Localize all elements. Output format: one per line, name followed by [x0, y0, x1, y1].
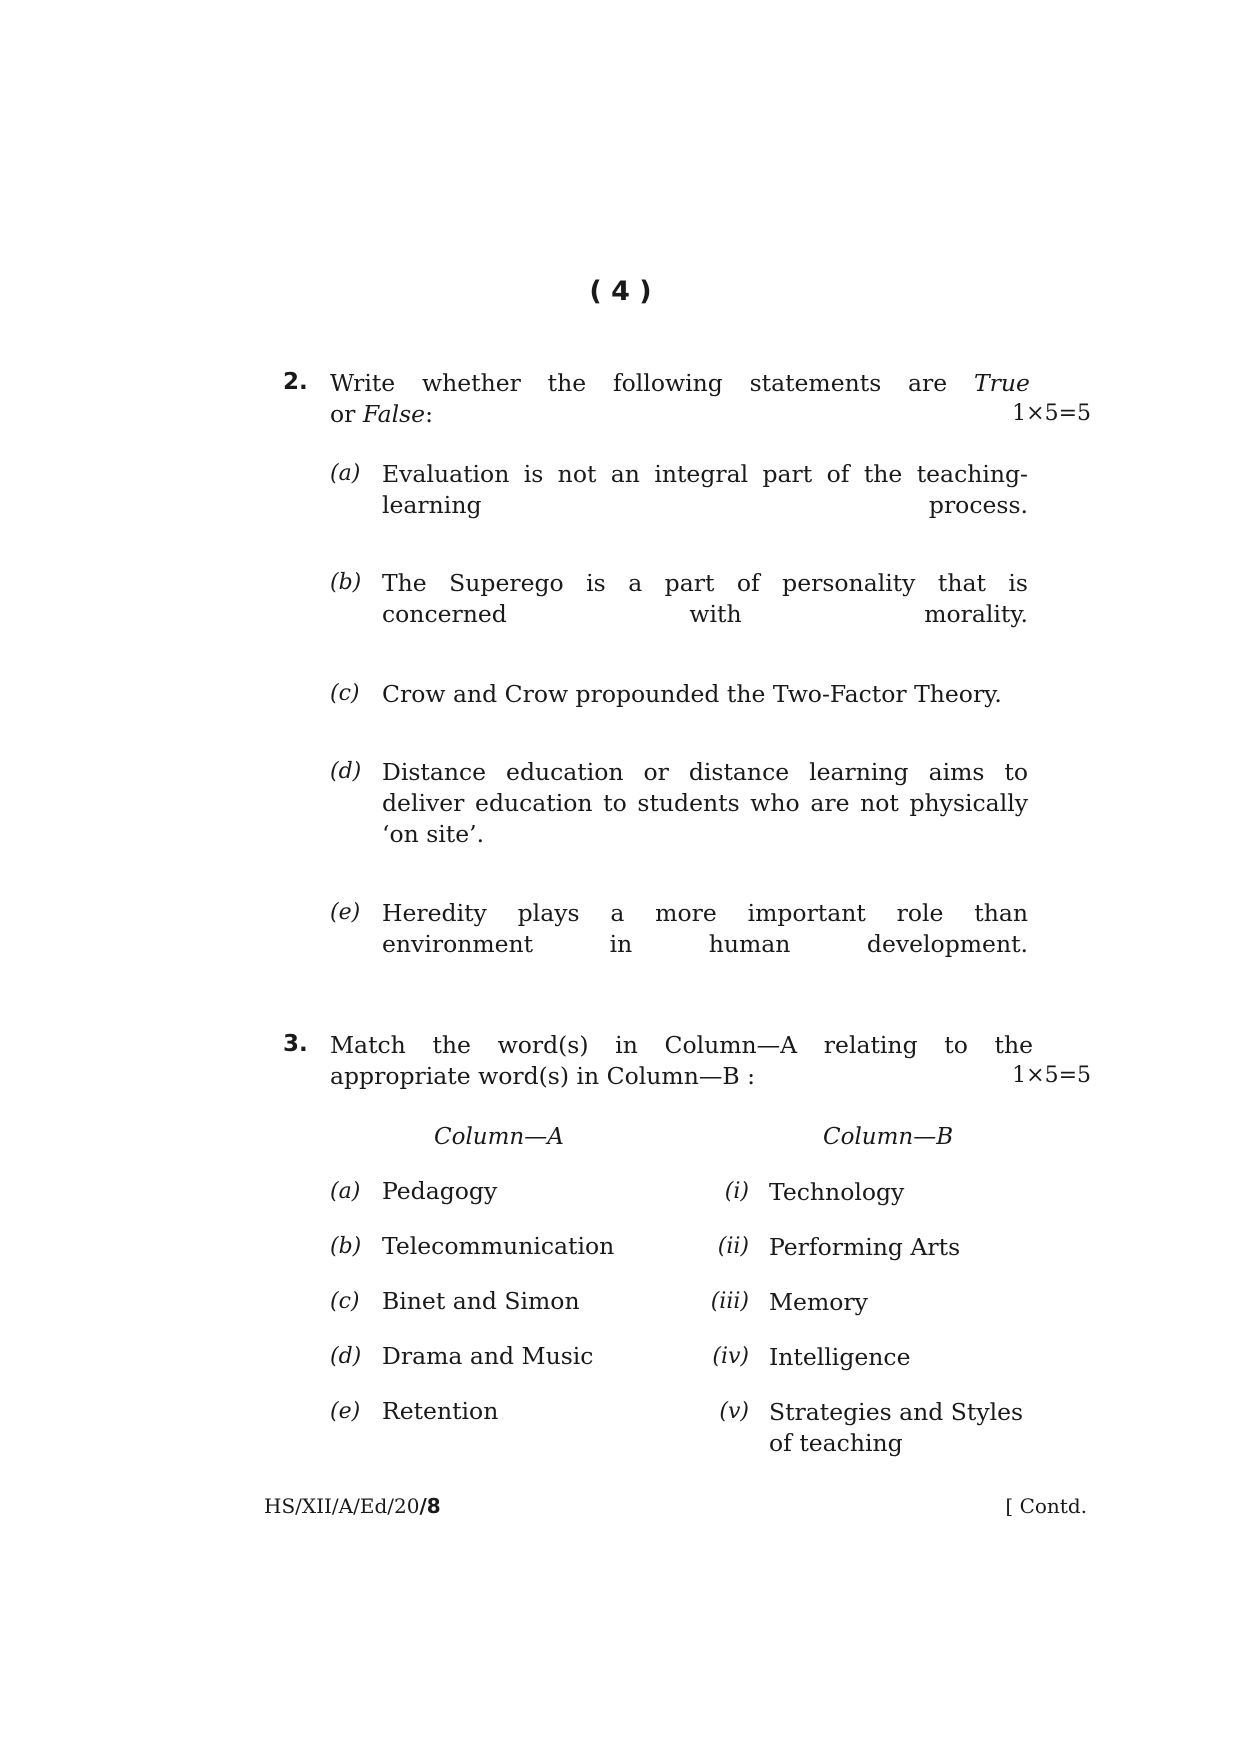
- paper-code: [264, 1494, 441, 1518]
- q2-item-d-text: Distance education or distance learning aims to deliver education to students who are not physically ‘on site’.: [382, 758, 1028, 848]
- paper-code-prefix: HS/XII/A/Ed/20: [264, 1494, 420, 1518]
- column-a-label: (c): [330, 1289, 360, 1314]
- q2-word: the: [547, 369, 587, 397]
- column-a-item: Pedagogy: [382, 1177, 498, 1205]
- column-a-label: (b): [330, 1234, 362, 1259]
- column-b-heading: Column—B: [823, 1124, 954, 1150]
- q2-item-c-text: Crow and Crow propounded the Two-Factor Theory.: [382, 680, 1002, 708]
- q2-word-false: False: [362, 400, 426, 428]
- question-2-line-2: [330, 399, 433, 430]
- question-3-line-1: Match the word(s) in Column—A relating to the: [330, 1031, 1033, 1059]
- q2-item-c-label: (c): [330, 681, 360, 706]
- column-a-label: (d): [330, 1344, 362, 1369]
- q2-item-d-label: (d): [330, 759, 362, 784]
- q2-word: Write: [330, 369, 396, 397]
- column-a-item: Drama and Music: [382, 1342, 594, 1370]
- question-2-number: 2.: [283, 369, 308, 395]
- column-b-label: (v): [719, 1399, 749, 1424]
- column-a-item: Telecommunication: [382, 1232, 615, 1260]
- column-b-label: (ii): [717, 1234, 749, 1259]
- column-b-item: Strategies and Styles of teaching: [769, 1398, 1024, 1457]
- column-a-item: Binet and Simon: [382, 1287, 580, 1315]
- question-3-number: 3.: [283, 1031, 308, 1057]
- column-b-label: (iv): [712, 1344, 749, 1369]
- column-b-label: (iii): [710, 1289, 749, 1314]
- q2-word: following: [612, 369, 723, 397]
- column-b-item: Technology: [769, 1178, 905, 1206]
- column-a-item: Retention: [382, 1397, 499, 1425]
- page-number: ( 4 ): [589, 276, 652, 307]
- column-b-item: Memory: [769, 1288, 868, 1316]
- q2-item-e-label: (e): [330, 900, 361, 925]
- q2-word-or: or: [330, 400, 356, 428]
- q2-word: are: [908, 369, 948, 397]
- continued-label: [ Contd.: [1005, 1494, 1087, 1518]
- q2-item-b-text: The Superego is a part of personality that is concerned with morality.: [382, 569, 1028, 628]
- question-2-marks: 1×5=5: [1012, 401, 1091, 426]
- question-2-line-1: [330, 368, 1030, 399]
- q2-word: statements: [749, 369, 882, 397]
- q2-item-b-label: (b): [330, 570, 362, 595]
- column-a-label: (a): [330, 1179, 361, 1204]
- q2-word-true: True: [973, 369, 1030, 397]
- q2-item-e-text: Heredity plays a more important role than environment in human development.: [382, 899, 1028, 958]
- column-b-item: Performing Arts: [769, 1233, 961, 1261]
- q2-item-a-text: Evaluation is not an integral part of the teaching-learning process.: [382, 460, 1028, 519]
- q2-item-a-label: (a): [330, 461, 361, 486]
- question-3-marks: 1×5=5: [1012, 1063, 1091, 1088]
- q2-word: whether: [421, 369, 521, 397]
- question-3-line-2: appropriate word(s) in Column—B :: [330, 1062, 755, 1090]
- q2-colon: :: [425, 400, 434, 428]
- paper-code-suffix: /8: [419, 1494, 441, 1518]
- column-a-heading: Column—A: [434, 1124, 564, 1150]
- column-a-label: (e): [330, 1399, 361, 1424]
- column-b-item: Intelligence: [769, 1343, 911, 1371]
- column-b-label: (i): [724, 1179, 749, 1204]
